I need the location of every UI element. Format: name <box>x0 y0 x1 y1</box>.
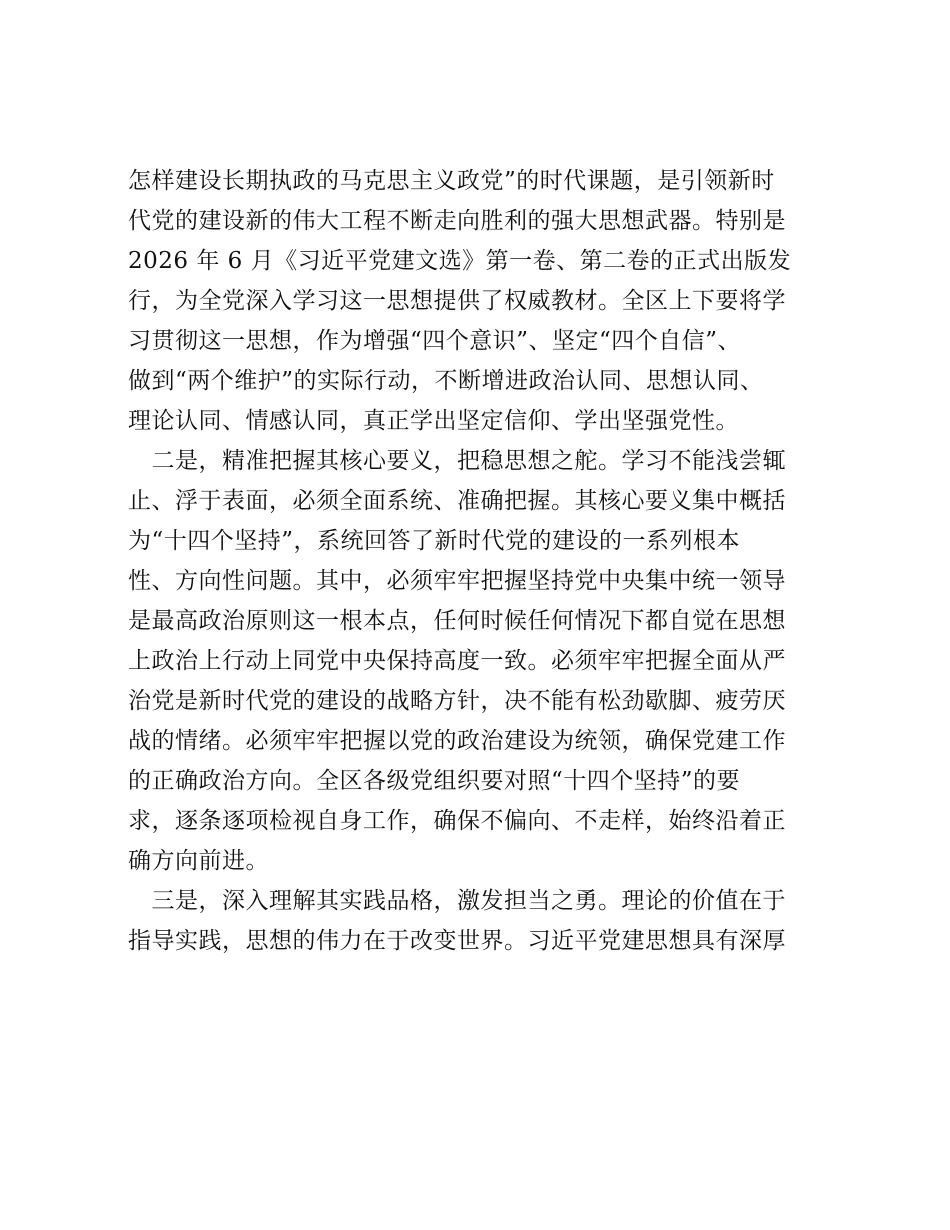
text-line: 二是，精准把握其核心要义，把稳思想之舵。学习不能浅尝辄 <box>128 448 786 474</box>
text-line: 止、浮于表面，必须全面系统、准确把握。其核心要义集中概括 <box>128 488 786 514</box>
text-line: 怎样建设长期执政的马克思主义政党”的时代课题，是引领新时 <box>128 168 775 194</box>
text-line: 求，逐条逐项检视自身工作，确保不偏向、不走样，始终沿着正 <box>128 808 786 834</box>
text-line: 确方向前进。 <box>128 848 269 874</box>
text-line: 的正确政治方向。全区各级党组织要对照“十四个坚持”的要 <box>128 768 741 794</box>
text-line: 性、方向性问题。其中，必须牢牢把握坚持党中央集中统一领导 <box>128 568 786 594</box>
text-line: 三是，深入理解其实践品格，激发担当之勇。理论的价值在于 <box>128 888 786 914</box>
text-line: 上政治上行动上同党中央保持高度一致。必须牢牢把握全面从严 <box>128 648 786 674</box>
text-line: 做到“两个维护”的实际行动，不断增进政治认同、思想认同、 <box>128 368 764 394</box>
text-line: 理论认同、情感认同，真正学出坚定信仰、学出坚强党性。 <box>128 408 739 434</box>
text-line: 是最高政治原则这一根本点，任何时候任何情况下都自觉在思想 <box>128 608 786 634</box>
text-line: 为“十四个坚持”，系统回答了新时代党的建设的一系列根本 <box>128 528 741 554</box>
text-line: 行，为全党深入学习这一思想提供了权威教材。全区上下要将学 <box>128 288 786 314</box>
text-line: 习贯彻这一思想，作为增强“四个意识”、坚定“四个自信”、 <box>128 328 742 354</box>
text-line: 战的情绪。必须牢牢把握以党的政治建设为统领，确保党建工作 <box>128 728 786 754</box>
body-text <box>128 161 838 961</box>
text-line: 代党的建设新的伟大工程不断走向胜利的强大思想武器。特别是 <box>128 208 786 234</box>
text-line: 2026 年 6 月《习近平党建文选》第一卷、第二卷的正式出版发 <box>128 248 792 274</box>
text-line: 指导实践，思想的伟力在于改变世界。习近平党建思想具有深厚 <box>128 928 786 954</box>
text-line: 治党是新时代党的建设的战略方针，决不能有松劲歇脚、疲劳厌 <box>128 688 786 714</box>
